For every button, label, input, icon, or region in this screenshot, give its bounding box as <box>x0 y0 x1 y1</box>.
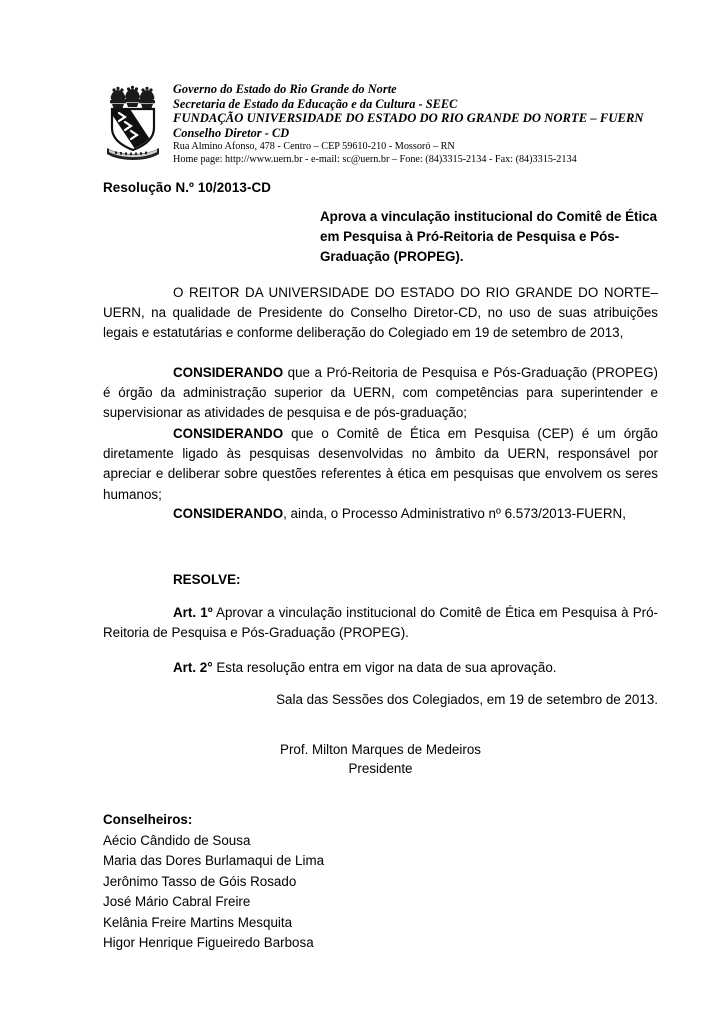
counselor-name: Kelânia Freire Martins Mesquita <box>103 914 293 930</box>
counselor-name: Aécio Cândido de Sousa <box>103 832 251 848</box>
letterhead-line-government: Governo do Estado do Rio Grande do Norte <box>173 82 397 96</box>
letterhead-contact: Home page: http://www.uern.br - e-mail: sc@uern.br – Fone: (84)3315-2134 - Fax: (84)3315-2134 <box>173 153 577 165</box>
counselor-name: Higor Henrique Figueiredo Barbosa <box>103 935 314 950</box>
counselors-title: Conselheiros: <box>103 812 193 827</box>
counselor-name: José Mário Cabral Freire <box>103 894 251 909</box>
counselor-name: Maria das Dores Burlamaqui de Lima <box>103 853 325 868</box>
page-title: Resolução N.º 10/2013-CD <box>103 180 272 195</box>
article-1-text: Aprovar a vinculação institucional do Comitê de Ética em Pesquisa à Pró-Reitoria de Pesquisa e Pós-Graduação (PROPEG). <box>103 605 659 641</box>
counselors-block <box>103 810 533 954</box>
article-2-number: Art. 2° <box>173 660 213 675</box>
letterhead <box>103 80 663 167</box>
article-1 <box>103 603 658 643</box>
article-2-text: Esta resolução entra em vigor na data de sua aprovação. <box>212 660 557 675</box>
preamble-lead: O REITOR DA UNIVERSIDADE DO ESTADO DO RIO GRANDE DO NORTE–UERN <box>103 285 658 321</box>
whereas-keyword-2: CONSIDERANDO <box>173 426 284 441</box>
resolve-label: RESOLVE: <box>173 572 241 587</box>
whereas-text-2: que o Comitê de Ética em Pesquisa (CEP) é um órgão diretamente ligado às pesquisas desenvolvidas no âmbito da UERN, responsável por apreciar e deliberar sobre questões referentes à ética em pesquisas que envolvem os seres humanos; <box>103 426 658 502</box>
whereas-text-3: , ainda, o Processo Administrativo nº 6.573/2013-FUERN, <box>283 506 626 521</box>
signature-block <box>103 740 658 778</box>
signature-role: Presidente <box>348 761 413 776</box>
whereas-paragraph-1 <box>103 363 658 424</box>
letterhead-line-council: Conselho Diretor - CD <box>173 125 290 140</box>
preamble-paragraph <box>103 283 658 344</box>
coat-of-arms-container <box>103 82 165 162</box>
letterhead-line-foundation: FUNDAÇÃO UNIVERSIDADE DO ESTADO DO RIO GRANDE DO NORTE – FUERN <box>173 111 644 126</box>
ementa-summary: Aprova a vinculação institucional do Comitê de Ética em Pesquisa à Pró-Reitoria de Pesquisa e Pós-Graduação (PROPEG). <box>320 209 658 265</box>
whereas-keyword-1: CONSIDERANDO <box>173 365 284 380</box>
whereas-paragraph-2 <box>103 424 658 505</box>
coat-of-arms-icon <box>103 82 163 162</box>
letterhead-address: Rua Almino Afonso, 478 - Centro – CEP 59610-210 - Mossoró – RN <box>173 141 455 153</box>
signature-name: Prof. Milton Marques de Medeiros <box>280 742 481 757</box>
place-and-date: Sala das Sessões dos Colegiados, em 19 de setembro de 2013. <box>276 692 658 707</box>
whereas-paragraph-3 <box>103 504 658 524</box>
letterhead-text <box>165 80 663 167</box>
preamble-rest: , na qualidade de Presidente do Conselho Diretor-CD, no uso de suas atribuições legais e estatutárias e conforme deliberação do Colegiado em 19 de setembro de 2013, <box>103 305 658 341</box>
counselor-name: Jerônimo Tasso de Góis Rosado <box>103 873 297 889</box>
letterhead-line-secretariat: Secretaria de Estado da Educação e da Cultura - SEEC <box>173 96 458 111</box>
whereas-keyword-3: CONSIDERANDO <box>173 506 284 521</box>
whereas-text-1: que a Pró-Reitoria de Pesquisa e Pós-Graduação (PROPEG) é órgão da administração superior da UERN, com competências para superintender e supervisionar as atividades de pesquisa e de pós-graduação; <box>103 365 658 421</box>
article-1-number: Art. 1º <box>173 605 213 620</box>
article-2 <box>103 658 658 678</box>
